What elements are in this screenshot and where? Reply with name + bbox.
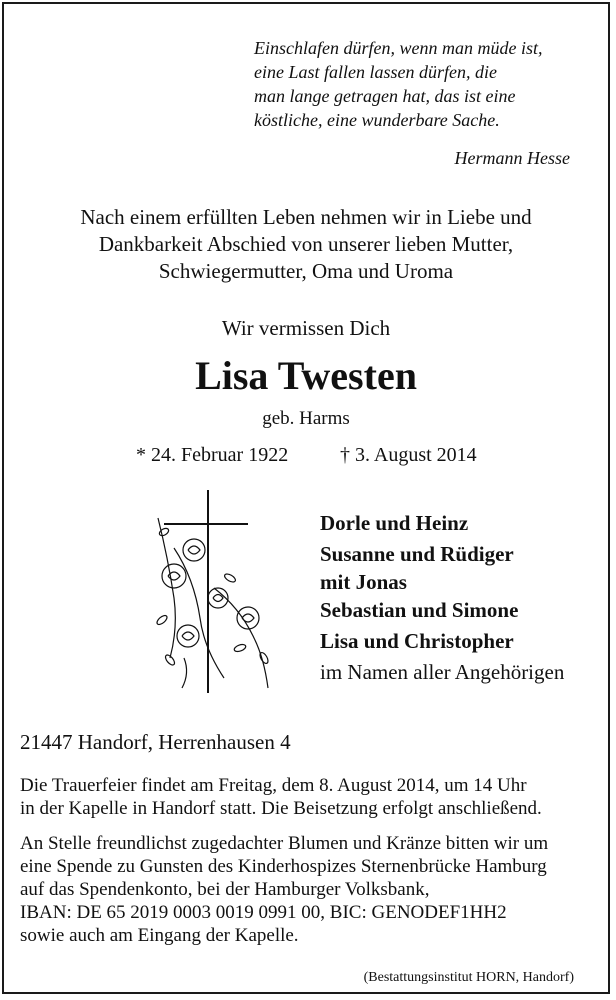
funeral-info [20,774,604,820]
funeral-line: in der Kapelle in Handorf statt. Die Beisetzung erfolgt anschließend. [20,798,542,819]
birth-name: geb. Harms [262,408,350,429]
family-name: Susanne und Rüdiger [320,542,514,566]
poem-quote [254,36,594,132]
poem-line: eine Last fallen lassen dürfen, die [254,62,497,82]
family-name: mit Jonas [320,570,407,594]
intro-line: Dankbarkeit Abschied von unserer lieben Mutter, [98,232,514,256]
deceased-name: Lisa Twesten [195,353,417,398]
poem-line: köstliche, eine wunderbare Sache. [254,110,500,130]
mourning-address: 21447 Handorf, Herrenhausen 4 [20,730,291,754]
intro-line: Schwiegermutter, Oma und Uroma [158,259,454,283]
funeral-line: Die Trauerfeier findet am Freitag, dem 8. August 2014, um 14 Uhr [20,775,527,796]
poem-line: Einschlafen dürfen, wenn man müde ist, [254,38,543,58]
donation-info [20,832,604,947]
intro-text [4,204,608,285]
family-name: Lisa und Christopher [320,629,514,653]
cross-with-roses-icon [144,488,284,698]
poem-author: Hermann Hesse [454,148,570,168]
family-closing: im Namen aller Angehörigen [320,660,565,684]
undertaker-credit: (Bestattungsinstitut HORN, Handorf) [363,970,574,985]
miss-text: Wir vermissen Dich [221,316,391,340]
death-date: † 3. August 2014 [340,444,477,466]
family-names [320,508,606,688]
family-name: Sebastian und Simone [320,598,519,622]
donation-line: IBAN: DE 65 2019 0003 0019 0991 00, BIC: GENODEF1HH2 [20,902,507,923]
family-name: Dorle und Heinz [320,511,469,535]
obituary-notice [2,2,610,994]
donation-line: eine Spende zu Gunsten des Kinderhospizes Sternenbrücke Hamburg [20,856,547,877]
donation-line: auf das Spendenkonto, bei der Hamburger Volksbank, [20,879,430,900]
donation-line: sowie auch am Eingang der Kapelle. [20,925,299,946]
birth-date: * 24. Februar 1922 [136,444,289,466]
donation-line: An Stelle freundlichst zugedachter Blumen und Kränze bitten wir um [20,833,549,854]
poem-line: man lange getragen hat, das ist eine [254,86,516,106]
intro-line: Nach einem erfüllten Leben nehmen wir in Liebe und [80,205,532,229]
